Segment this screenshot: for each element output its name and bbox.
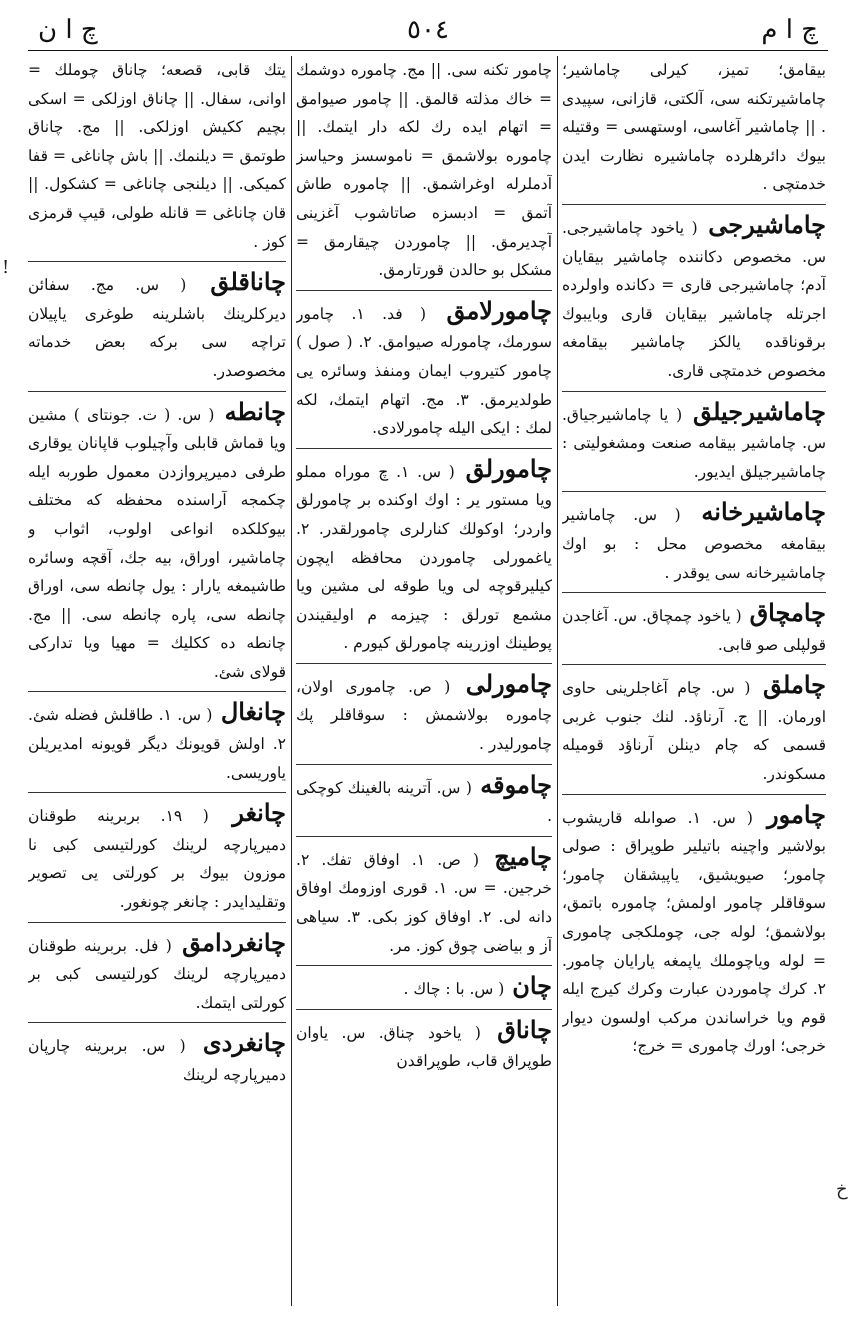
headword: چان <box>512 971 552 1001</box>
page-header <box>28 12 828 48</box>
dictionary-entry <box>296 1015 552 1076</box>
entry-separator <box>562 794 826 795</box>
column-divider <box>557 56 558 1306</box>
column-middle <box>296 56 552 1306</box>
headword: چامورلق <box>465 453 552 483</box>
entry-text: ( س. ١. صواىله قاريشوب بولاشير واچينه باتيلير طوپراق : صولى چامور؛ صيويشيق، ياپيشقان چامور؛ سوقاقلر چامور اولمش؛ چاموره باتمق، بولاشمق؛ لوله جى، چوملكجى چامورى = لوله وياچوملك ياپمغه يارايان چامور. ٢. كرك چاموردن عبارت وكرك كيرج ايله قوم ويا خراساندن مركب اولسون ديوار خرجى؛ اورك چامورى = خرج؛ <box>562 808 826 1056</box>
entry-text: ( س. ١. طاقلش فضله شئ. ٢. اولش قويونك ديگر قويونه امديريلن ياوريسى. <box>28 706 286 782</box>
entry-separator <box>562 592 826 593</box>
column-right <box>562 56 826 1306</box>
dictionary-entry <box>296 296 552 443</box>
entry-separator <box>28 922 286 923</box>
headword: چاناق <box>497 1014 552 1044</box>
headword: چاماشيرخانه <box>701 497 826 527</box>
headword: چانغردى <box>202 1028 286 1058</box>
entry-separator <box>296 764 552 765</box>
entry-text: ( س. ( ت. جونتاى ) مشين ويا قماش قابلى وآچيلوب قاپانان يوقارى طرفى دميرپروازدن معمول طوربه ايله چكمجه آراسنده محفظه كه مختلف بيوكلكده انواعى اولوب، اثواب و چاماشير، اوراق، بيه جك، آقچه وسائره طاشيمغه يارار : يول چانطه سى، اوراق چانطه سى، پاره چانطه سى. || مج. چانطه ده ككليك = مهيا ويا تداركى قولاى شئ. <box>28 405 286 681</box>
dictionary-entry <box>562 800 826 1061</box>
header-guide-word-right: چ ا م <box>761 15 818 45</box>
entry-text: ( س. ١. چ موراه مملو ويا مستور ير : اوك اوكنده بر چامورلق واردر؛ اوكولك كنارلرى چامورلقدر. ٢. ياغمورلى چاموردن محافظه ايچون كيليرقوچه لى ويا طوقه لى مشين ويا مشمع تورلق : چيزمه م اوليقيندن پوطينك اوزرينه چامورلق كيورم . <box>296 462 552 653</box>
entry-separator <box>296 965 552 966</box>
headword: چامور <box>767 799 826 829</box>
header-guide-word-left: چ ا ن <box>38 15 98 45</box>
entry-continuation <box>28 56 286 256</box>
entry-continuation <box>562 56 826 199</box>
headword: چاناقلق <box>210 267 286 297</box>
headword: چاملق <box>763 670 826 700</box>
entry-text: ( س. بربرينه چارپان دميرپارچه لرينك <box>28 1037 286 1084</box>
headword: چانطه <box>224 396 286 426</box>
entry-text: ( ياخود چاماشيرجى. س. مخصوص دكاننده چاماشير بيقايان آدم؛ چاماشيرجى قارى = دكانده واولرده اجرتله چاماشير بيقايان قارى وبايبوك برقوناقده يالكز چاماشير بيقامغه مخصوص خدمتچى قارى. <box>562 218 826 380</box>
dictionary-entry <box>562 397 826 487</box>
dictionary-entry <box>562 210 826 386</box>
entry-text: ( فد. ١. چامور سورمك، چامورله صيوامق. ٢. ( صول ) چامور كتيروب ايمان ومنفذ وسائره يى طولديرمق. ٣. مج. اتهام ايتمك، لكه لمك : ايكى اليله چامورلادى. <box>296 304 552 438</box>
entry-text: ( س. مج. سفائن ديركلرينك باشلرينه طوغرى ياپيلان تراچه سى بركه بعض خدماته مخصوصدر. <box>28 276 286 380</box>
entry-text: ( ١٩. بربرينه طوقنان دميرپارچه لرينك كورلتيسى كبى نا موزون بيوك بر كورلتى يى تصوير وتقليدايدر : چانغر چونغور. <box>28 807 286 912</box>
dictionary-entry <box>562 670 826 788</box>
entry-text: ( ياخود چناق. س. ياوان طوپراق قاب، طوپراقدن <box>296 1023 552 1071</box>
headword: چامورلى <box>465 668 552 698</box>
headword: چانغردامق <box>182 927 286 957</box>
dictionary-entry <box>296 454 552 658</box>
margin-mark-right: ﺥ <box>836 1179 848 1200</box>
dictionary-entry <box>28 397 286 687</box>
entry-separator <box>28 261 286 262</box>
entry-text: ( يا چاماشيرجياق. س. چاماشير بيقامه صنعت ومشغوليتى : چاماشيرجيلق ايديور. <box>562 405 826 481</box>
header-rule <box>28 50 828 51</box>
headword: چامورلامق <box>446 295 552 325</box>
dictionary-entry <box>28 267 286 385</box>
entry-text: بيقامق؛ تميز، كيرلى چاماشير؛ چاماشيرتكنه سى، آلكتى، قازانى، سپيدى . || چاماشير آغاسى، اوستهسى = وقتيله بيوك دائرهلرده چاماشيره نظارت ايدن خدمتچى . <box>562 61 826 194</box>
page-number: ٥٠٤ <box>407 15 449 45</box>
dictionary-entry <box>562 497 826 587</box>
dictionary-entry <box>28 928 286 1018</box>
entry-separator <box>296 836 552 837</box>
entry-separator <box>28 691 286 692</box>
entry-text: چامور تكنه سى. || مج. چاموره دوشمك = خاك مذلته قالمق. || چامور صيوامق = اتهام ايده رك لكه دار ايتمك. || چاموره بولاشمق = ناموسسز وحياسز آدملرله اوغراشمق. || چاموره طاش آتمق = ادبسزه صاتاشوب آغزينى آچديرمق. || چاموردن چيقارمق = مشكل بو حالدن قورتارمق. <box>296 61 552 280</box>
entry-separator <box>296 448 552 449</box>
headword: چاموقه <box>480 769 552 799</box>
entry-separator <box>28 1022 286 1023</box>
headword: چانغر <box>232 798 286 828</box>
dictionary-entry <box>296 669 552 759</box>
headword: چانغال <box>220 697 286 727</box>
headword: چامچاق <box>749 598 826 628</box>
headword: چاماشيرجيلق <box>693 396 826 426</box>
headword: چاميچ <box>494 841 552 871</box>
dictionary-entry <box>28 697 286 787</box>
dictionary-entry <box>296 971 552 1004</box>
margin-mark-left: ! <box>2 257 10 278</box>
entry-separator <box>296 663 552 664</box>
entry-text: ( س. چاماشير بيقامغه مخصوص محل : بو اوك چاماشيرخانه سى يوقدر . <box>562 506 826 582</box>
dictionary-entry <box>296 842 552 960</box>
entry-text: ( س. آترينه بالغينك كوچكى . <box>296 778 552 826</box>
entry-separator <box>562 491 826 492</box>
dictionary-entry <box>562 598 826 659</box>
entry-text: ( ص. ١. اوفاق تفك. ٢. خرجين. = س. ١. قورى اوزومك اوفاق دانه لى. ٢. اوفاق كوز بكى. ٣. سياهى آز و بياضى چوق كوز. مر. <box>296 850 552 955</box>
entry-text: يتك قابى، قصعه؛ چاناق چوملك = اوانى، سفال. || چاناق اوزلكى = اسكى بچيم ككيش اوزلكى. || مج. چاناق طوتمق = ديلنمك. || باش چاناغى = قفا كميكى. || ديلنجى چاناغى = كشكول. || قان چاناغى = قانله طولى، قيپ قرمزى كوز . <box>28 61 286 251</box>
entry-text: ( س. با : چاك . <box>403 980 505 999</box>
dictionary-entry <box>28 1028 286 1089</box>
column-divider <box>291 56 292 1306</box>
entry-separator <box>28 792 286 793</box>
entry-text: ( ص. چامورى اولان، چاموره بولاشمش : سوقاقلر پك چامورليدر . <box>296 677 552 754</box>
entry-separator <box>296 290 552 291</box>
dictionary-entry <box>296 770 552 831</box>
entry-text: ( فل. بربرينه طوقنان دميرپارچه لرينك كورلتيسى كبى بر كورلتى ايتمك. <box>28 936 286 1012</box>
entry-separator <box>296 1009 552 1010</box>
entry-text: ( ياخود چمچاق. س. آغاجدن قولپلى صو قابى. <box>562 607 826 654</box>
entry-separator <box>28 391 286 392</box>
headword: چاماشيرجى <box>708 209 826 239</box>
entry-text: ( س. چام آغاجلرينى حاوى اورمان. || ج. آرناؤد. لنك جنوب غربى قسمى كه چام دينلن آرناؤد قوميله مسكوندر. <box>562 679 826 784</box>
entry-separator <box>562 391 826 392</box>
column-left <box>28 56 286 1306</box>
entry-separator <box>562 664 826 665</box>
entry-continuation <box>296 56 552 285</box>
entry-separator <box>562 204 826 205</box>
dictionary-entry <box>28 798 286 916</box>
